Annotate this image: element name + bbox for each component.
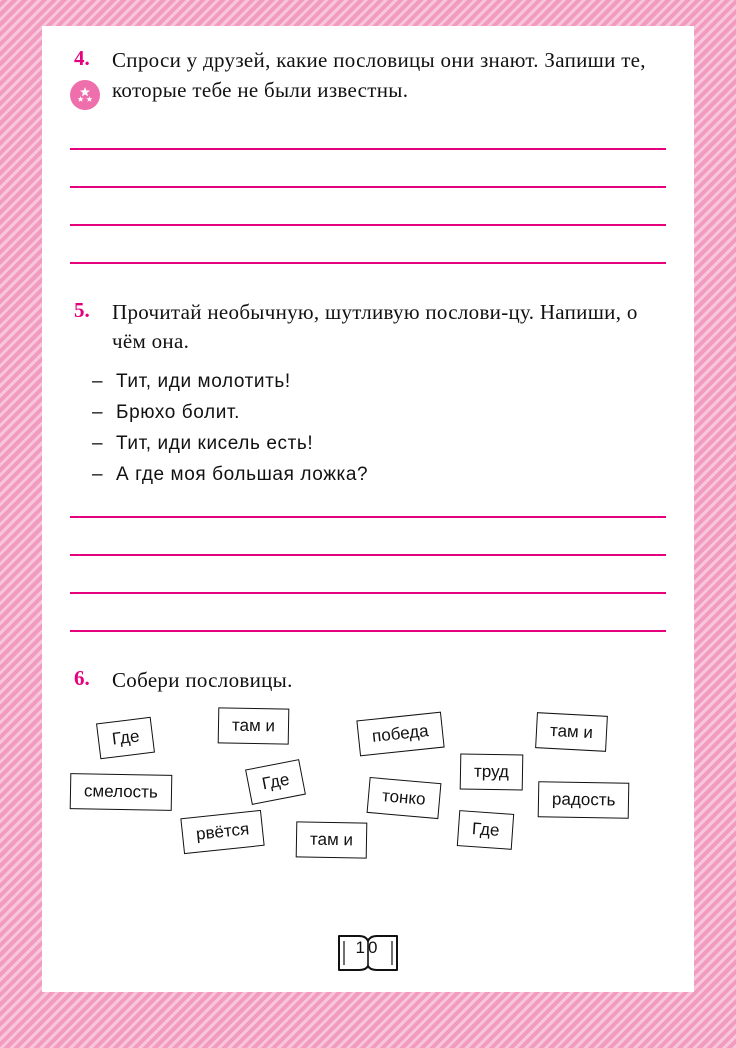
word-card[interactable]: там и bbox=[296, 821, 368, 858]
dialogue-dash: – bbox=[92, 464, 104, 486]
page-number: 10 bbox=[355, 938, 381, 957]
answer-line[interactable] bbox=[70, 262, 666, 264]
dialogue-line bbox=[92, 402, 666, 424]
dialogue-dash: – bbox=[92, 433, 104, 455]
exercise-4 bbox=[70, 46, 666, 264]
page-footer bbox=[42, 930, 694, 976]
exercise-6-text: Собери пословицы. bbox=[112, 668, 293, 693]
answer-line[interactable] bbox=[70, 148, 666, 150]
dialogue-dash: – bbox=[92, 371, 104, 393]
word-card[interactable]: радость bbox=[538, 781, 630, 819]
exercise-6-heading bbox=[70, 666, 666, 696]
word-card[interactable]: Где bbox=[457, 810, 515, 850]
star-badge-icon bbox=[70, 80, 100, 110]
exercise-6 bbox=[70, 666, 666, 887]
dialogue-line bbox=[92, 433, 666, 455]
book-icon bbox=[335, 930, 401, 976]
exercise-4-number: 4. bbox=[74, 46, 90, 70]
exercise-4-answer-lines bbox=[70, 148, 666, 264]
word-card[interactable]: победа bbox=[356, 712, 444, 757]
worksheet-sheet bbox=[42, 26, 694, 992]
dialogue-line bbox=[92, 464, 666, 486]
dialogue-dash: – bbox=[92, 402, 104, 424]
answer-line[interactable] bbox=[70, 630, 666, 632]
word-card-area bbox=[70, 712, 666, 887]
exercise-6-number: 6. bbox=[74, 666, 90, 691]
exercise-5-answer-lines bbox=[70, 516, 666, 632]
word-card[interactable]: Где bbox=[245, 759, 306, 805]
word-card[interactable]: Где bbox=[96, 717, 155, 759]
answer-line[interactable] bbox=[70, 592, 666, 594]
dialogue-line bbox=[92, 371, 666, 393]
answer-line[interactable] bbox=[70, 516, 666, 518]
exercise-5-number: 5. bbox=[74, 297, 90, 322]
exercise-4-heading bbox=[70, 46, 666, 106]
proverb-dialogue bbox=[70, 371, 666, 486]
dialogue-text: Тит, иди кисель есть! bbox=[116, 433, 314, 455]
word-card[interactable]: тонко bbox=[367, 777, 441, 819]
answer-line[interactable] bbox=[70, 554, 666, 556]
word-card[interactable]: там и bbox=[218, 707, 290, 744]
dialogue-text: А где моя большая ложка? bbox=[116, 464, 369, 486]
word-card[interactable]: труд bbox=[460, 754, 524, 791]
word-card[interactable]: там и bbox=[535, 712, 608, 752]
answer-line[interactable] bbox=[70, 224, 666, 226]
exercise-5-text: Прочитай необычную, шутливую послови-цу. Напиши, о чём она. bbox=[112, 299, 638, 354]
answer-line[interactable] bbox=[70, 186, 666, 188]
exercise-5 bbox=[70, 298, 666, 633]
exercise-5-heading bbox=[70, 298, 666, 358]
word-card[interactable]: смелость bbox=[70, 773, 172, 811]
dialogue-text: Тит, иди молотить! bbox=[116, 371, 291, 393]
exercise-4-text: Спроси у друзей, какие пословицы они знают. Запиши те, которые тебе не были известны. bbox=[112, 48, 646, 102]
worksheet-content bbox=[70, 46, 666, 887]
dialogue-text: Брюхо болит. bbox=[116, 402, 241, 424]
word-card[interactable]: рвётся bbox=[180, 810, 265, 854]
